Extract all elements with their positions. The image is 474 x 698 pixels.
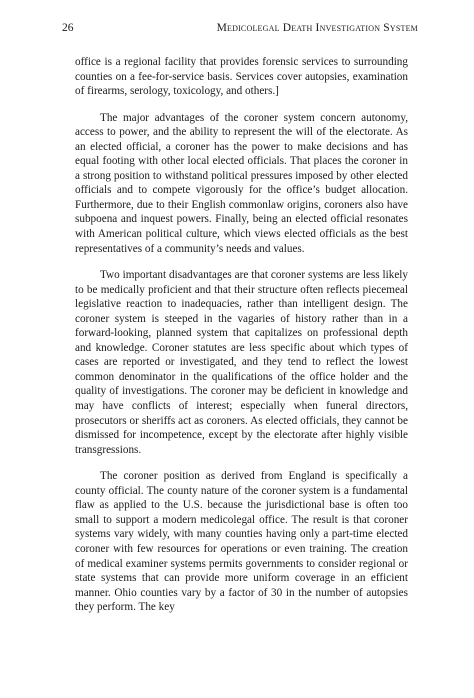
paragraph-disadvantages: Two important disadvantages are that coroner systems are less likely to be medically proficient and that their structure often reflects piecemeal legislative reaction to inadequacies, rather than intelligent design. The coroner system is steeped in the vagaries of history rather than in a forward-looking, planned system that capitalizes on professional depth and knowledge. Coroner statutes are less specific about which types of cases are reported or investigated, and they tend to reflect the lowest common denominator in the qualifications of the office holder and the quality of investigations. The coroner may be deficient in knowledge and may have conflicts of interest; especially when funeral directors, prosecutors or sheriffs act as coroners. As elected officials, they cannot be dismissed for incompetence, except by the electorate after highly visible transgressions. bbox=[75, 269, 408, 456]
running-title: Medicolegal Death Investigation System bbox=[216, 22, 418, 34]
paragraph-continuation: office is a regional facility that provides forensic services to surrounding counties on a fee-for-service basis. Services cover autopsies, examination of firearms, serology, toxicology, and others.] bbox=[75, 56, 408, 98]
body-text bbox=[75, 55, 408, 627]
page-number: 26 bbox=[62, 22, 74, 34]
paragraph-county-official: The coroner position as derived from England is specifically a county official. The county nature of the coroner system is a fundamental flaw as applied to the U.S. because the jurisdictional base is often too small to support a modern medicolegal office. The result is that coroner systems vary widely, with many counties having only a part-time elected coroner with few resources for operations or even training. The creation of medical examiner systems permits governments to consider regional or state systems that can provide more uniform coverage in an efficient manner. Ohio counties vary by a factor of 30 in the number of autopsies they perform. The key bbox=[75, 470, 408, 614]
running-header bbox=[62, 20, 418, 36]
paragraph-advantages: The major advantages of the coroner system concern autonomy, access to power, and the ability to represent the will of the electorate. As an elected official, a coroner has the power to make decisions and has equal footing with other local elected officials. That places the coroner in a strong position to withstand political pressures imposed by other elected officials and to compete vigorously for the office’s budget allocation. Furthermore, due to their English commonlaw origins, coroners also have subpoena and inquest powers. Finally, being an elected official resonates with American political culture, which views elected officials as the best representatives of a community’s needs and values. bbox=[75, 111, 408, 255]
